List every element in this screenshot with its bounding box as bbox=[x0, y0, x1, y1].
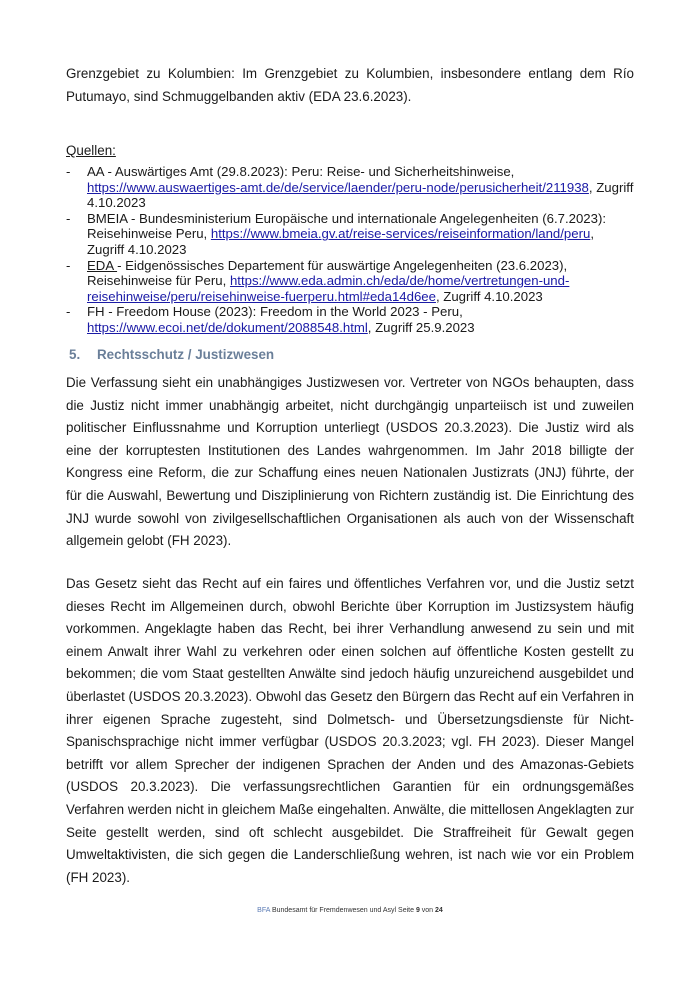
source-text: - Eidgenössisches Departement für auswärtige Angelegenheiten (23.6.2023), Reisehinweise für Peru, bbox=[87, 257, 568, 289]
sources-list bbox=[66, 164, 634, 336]
source-item-eda bbox=[66, 258, 634, 305]
source-text: BMEIA - Bundesministerium Europäische und internationale Angelegenheiten (6.7.2023): Reisehinweise Peru, bbox=[87, 210, 607, 242]
page-footer bbox=[0, 907, 700, 914]
source-access-date: , Zugriff 4.10.2023 bbox=[87, 179, 634, 211]
source-access-date: , Zugriff 4.10.2023 bbox=[87, 226, 594, 257]
list-dash: - bbox=[66, 304, 71, 320]
section-number: 5. bbox=[69, 347, 81, 362]
source-link-aa[interactable]: https://www.auswaertiges-amt.de/de/service/laender/peru-node/perusicherheit/211938 bbox=[87, 179, 589, 195]
source-link-eda[interactable]: https://www.eda.admin.ch/eda/de/home/vertretungen-und-reisehinweise/peru/reisehinweise-fuerperu.html#eda14d6ee bbox=[87, 273, 570, 304]
source-text: FH - Freedom House (2023): Freedom in the World 2023 - Peru, bbox=[87, 304, 463, 320]
source-link-bmeia[interactable]: https://www.bmeia.gv.at/reise-services/reiseinformation/land/peru bbox=[210, 226, 591, 242]
list-dash: - bbox=[66, 164, 71, 179]
source-item-bmeia bbox=[66, 211, 634, 258]
list-dash: - bbox=[66, 210, 71, 226]
bfa-logo-text: BFA bbox=[257, 907, 271, 914]
source-access-date: , Zugriff 25.9.2023 bbox=[367, 319, 475, 335]
intro-paragraph: Grenzgebiet zu Kolumbien: Im Grenzgebiet zu Kolumbien, insbesondere entlang dem Río Putumayo, sind Schmuggelbanden aktiv (EDA 23.6.2023). bbox=[66, 66, 634, 104]
source-link-fh[interactable]: https://www.ecoi.net/de/dokument/2088548.html bbox=[87, 319, 368, 335]
source-abbr-eda: EDA bbox=[87, 257, 118, 273]
footer-of: von bbox=[419, 907, 436, 914]
body-paragraph-2: Das Gesetz sieht das Recht auf ein faires und öffentliches Verfahren vor, und die Justiz setzt dieses Recht im Allgemeinen durch, obwohl Berichte über Korruption im Justizsystem häufig vorkommen. Angeklagte haben das Recht, bei ihrer Verhandlung anwesend zu sein und mit einem Anwalt ihrer Wahl zu verkehren oder einen solchen auf öffentliche Kosten gestellt zu bekommen; die vom Staat gestellten Anwälte sind jedoch häufig unzureichend ausgebildet und überlastet (USDOS 20.3.2023). Obwohl das Gesetz den Bürgern das Recht auf ein Verfahren in ihrer eigenen Sprache zugesteht, sind Dolmetsch- und Übersetzungsdienste für Nicht-Spanischsprachige nicht immer verfügbar (USDOS 20.3.2023; vgl. FH 2023). Dieser Mangel betrifft vor allem Sprecher der indigenen Sprachen der Anden und des Amazonas-Gebiets (USDOS 20.3.2023). Die verfassungsrechtlichen Garantien für ein ordnungsgemäßes Verfahren werden nicht in gleichem Maße eingehalten. Anwälte, die mittellosen Angeklagten zur Seite gestellt werden, sind oft schlecht ausgebildet. Die Straffreiheit für Gewalt gegen Umweltaktivisten, die sich gegen die Landerschließung wehren, ist nach wie vor ein Problem (FH 2023). bbox=[66, 576, 634, 885]
list-dash: - bbox=[66, 257, 71, 273]
source-text: AA - Auswärtiges Amt (29.8.2023): Peru: Reise- und Sicherheitshinweise, bbox=[87, 164, 515, 179]
footer-org: Bundesamt für Fremdenwesen und Asyl Seite bbox=[270, 907, 416, 914]
page-total: 24 bbox=[435, 907, 443, 914]
section-title: Rechtsschutz / Justizwesen bbox=[97, 347, 275, 362]
source-access-date: , Zugriff 4.10.2023 bbox=[435, 288, 543, 304]
sources-title: Quellen: bbox=[66, 143, 116, 158]
source-item-aa bbox=[66, 164, 634, 211]
page-number: 9 bbox=[415, 907, 420, 914]
source-item-fh bbox=[66, 304, 634, 335]
body-paragraph-1: Die Verfassung sieht ein unabhängiges Justizwesen vor. Vertreter von NGOs behaupten, dass die Justiz nicht immer unabhängig arbeitet, nicht durchgängig unparteiisch ist und zuweilen politischer Einflussnahme und Korruption unterliegt (USDOS 20.3.2023). Die Justiz wird als eine der korruptesten Institutionen des Landes wahrgenommen. Im Jahr 2018 billigte der Kongress eine Reform, die zur Schaffung eines neuen Nationalen Justizrats (JNJ) führte, der für die Auswahl, Bewertung und Disziplinierung von Richtern zuständig ist. Die Einrichtung des JNJ wurde sowohl von zivilgesellschaftlichen Organisationen als auch von der Wissenschaft allgemein gelobt (FH 2023). bbox=[66, 375, 634, 549]
section-heading bbox=[69, 347, 274, 362]
